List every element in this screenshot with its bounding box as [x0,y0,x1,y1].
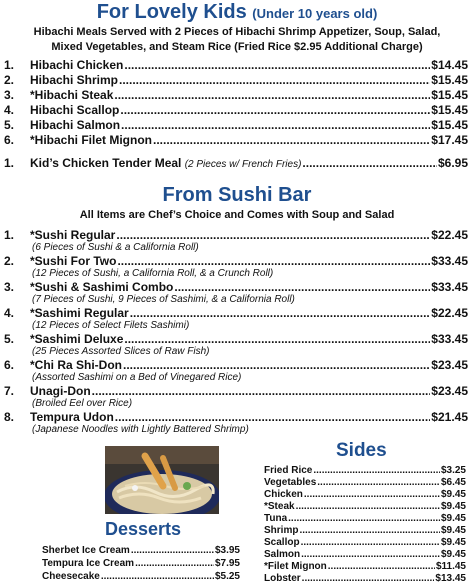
item-price: $23.45 [431,384,468,398]
item-name: Tempura Ice Cream [42,558,135,569]
item-number: 7. [4,384,15,398]
item-price: $15.45 [431,118,468,132]
item-number: 3. [4,88,15,102]
kids-title: For Lovely Kids [96,1,247,23]
item-price: $13.45 [435,573,466,584]
item-price: $17.45 [431,133,468,147]
dot-leader [174,280,430,295]
dot-leader [121,118,430,133]
dot-leader [317,477,440,489]
dot-leader [313,465,440,477]
dot-leader [328,561,435,573]
item-name: Vegetables [264,477,317,488]
dot-leader [130,306,431,321]
kids-item [4,58,468,73]
item-name: Hibachi Chicken [30,58,124,72]
item-number: 4. [4,103,15,117]
dot-leader [131,545,214,557]
kids-item [4,118,468,133]
dot-leader [301,549,440,561]
item-number: 5. [4,332,15,346]
item-description: (25 Pieces Assorted Slices of Raw Fish) [32,346,210,357]
item-name: Lobster [264,573,301,584]
item-number: 4. [4,306,15,320]
side-item [264,513,466,525]
sushi-item [4,410,468,425]
item-price: $15.45 [431,88,468,102]
dot-leader [115,410,431,425]
item-price: $6.95 [437,156,468,170]
kids-item [4,73,468,88]
side-item [264,525,466,537]
dot-leader [304,489,440,501]
item-name: *Hibachi Filet Mignon [30,133,152,147]
dot-leader [114,88,430,103]
item-price: $21.45 [431,410,468,424]
side-item [264,465,466,477]
dessert-item [42,545,240,557]
kids-title-note: (Under 10 years old) [252,6,378,21]
photo-illustration [105,446,219,514]
dot-leader [302,156,437,171]
item-name: Hibachi Scallop [30,103,120,117]
item-price: $9.45 [440,501,466,512]
item-price: $15.45 [431,73,468,87]
item-price: $7.95 [214,558,240,569]
item-number: 3. [4,280,15,294]
item-number: 6. [4,358,15,372]
item-name: Hibachi Shrimp [30,73,119,87]
dot-leader [153,133,430,148]
item-number: 1. [4,228,15,242]
dot-leader [124,332,430,347]
item-name: Salmon [264,549,301,560]
item-price: $9.45 [440,537,466,548]
side-item [264,489,466,501]
sushi-item [4,358,468,373]
dot-leader [299,525,440,537]
sushi-item [4,254,468,269]
item-name: Cheesecake [42,571,100,582]
side-item [264,501,466,513]
item-number: 8. [4,410,15,424]
item-number: 1. [4,156,15,170]
dot-leader [123,358,430,373]
sushi-item [4,280,468,295]
dot-leader [124,58,430,73]
sushi-item [4,332,468,347]
sushi-title: From Sushi Bar [162,184,312,206]
item-name: Sherbet Ice Cream [42,545,130,556]
item-description: (Japanese Noodles with Lightly Battered Shrimp) [32,424,249,435]
item-name: Kid’s Chicken Tender Meal [30,156,182,170]
item-description: (Broiled Eel over Rice) [32,398,133,409]
side-item [264,549,466,561]
kids-subtitle-line2: Mixed Vegetables, and Steam Rice (Fried Rice $2.95 Additional Charge) [51,41,423,53]
dot-leader [119,73,430,88]
item-number: 6. [4,133,15,147]
sushi-item [4,384,468,399]
item-name: *Filet Mignon [264,561,327,572]
item-name: Fried Rice [264,465,313,476]
item-price: $22.45 [431,228,468,242]
item-price: $11.45 [435,561,466,572]
dot-leader [301,537,440,549]
item-number: 2. [4,73,15,87]
kids-heading [0,0,474,26]
dessert-item [42,571,240,583]
item-price: $9.45 [440,489,466,500]
sushi-item [4,306,468,321]
dessert-item [42,558,240,570]
item-price: $33.45 [431,254,468,268]
item-name-group [30,156,301,172]
item-name: *Chi Ra Shi-Don [30,358,122,372]
item-description: (12 Pieces of Sushi, a California Roll, & a Crunch Roll) [32,268,274,279]
kids-tender-item [4,156,468,171]
side-item [264,537,466,549]
item-price: $9.45 [440,549,466,560]
item-price: $23.45 [431,358,468,372]
side-item [264,477,466,489]
item-price: $9.45 [440,513,466,524]
dot-leader [302,573,435,585]
dot-leader [288,513,440,525]
kids-item [4,133,468,148]
item-description: (7 Pieces of Sushi, 9 Pieces of Sashimi, & a California Roll) [32,294,295,305]
item-price: $33.45 [431,280,468,294]
item-price: $15.45 [431,103,468,117]
item-description: (12 Pieces of Select Filets Sashimi) [32,320,190,331]
sides-title: Sides [336,440,387,461]
sushi-item [4,228,468,243]
item-note: (2 Pieces w/ French Fries) [184,159,302,170]
item-price: $22.45 [431,306,468,320]
item-name: *Sushi For Two [30,254,117,268]
kids-subtitle-line1: Hibachi Meals Served with 2 Pieces of Hibachi Shrimp Appetizer, Soup, Salad, [33,26,441,38]
item-description: (Assorted Sashimi on a Bed of Vinegared Rice) [32,372,242,383]
item-name: *Sashimi Deluxe [30,332,124,346]
item-price: $5.25 [214,571,240,582]
item-price: $14.45 [431,58,468,72]
item-price: $3.95 [214,545,240,556]
item-name: *Hibachi Steak [30,88,114,102]
tempura-udon-photo [105,446,219,514]
item-name: *Steak [264,501,295,512]
dot-leader [117,254,430,269]
kids-item [4,88,468,103]
kids-item [4,103,468,118]
item-number: 1. [4,58,15,72]
desserts-title: Desserts [105,519,182,539]
item-name: *Sashimi Regular [30,306,129,320]
sushi-subtitle: All Items are Chef’s Choice and Comes with Soup and Salad [79,209,395,221]
dot-leader [135,558,214,570]
item-description: (6 Pieces of Sushi & a California Roll) [32,242,199,253]
dot-leader [101,571,214,583]
item-name: Shrimp [264,525,299,536]
item-price: $9.45 [440,525,466,536]
item-name: Tempura Udon [30,410,114,424]
dot-leader [116,228,430,243]
item-number: 5. [4,118,15,132]
item-name: *Sushi & Sashimi Combo [30,280,174,294]
side-item [264,573,466,585]
side-item [264,561,466,573]
item-number: 2. [4,254,15,268]
dot-leader [296,501,440,513]
item-name: Chicken [264,489,303,500]
item-price: $33.45 [431,332,468,346]
item-name: Tuna [264,513,288,524]
item-name: Unagi-Don [30,384,91,398]
item-name: Hibachi Salmon [30,118,121,132]
item-price: $6.45 [440,477,466,488]
dot-leader [120,103,430,118]
item-name: Scallop [264,537,300,548]
item-name: *Sushi Regular [30,228,116,242]
item-price: $3.25 [440,465,466,476]
dot-leader [92,384,431,399]
